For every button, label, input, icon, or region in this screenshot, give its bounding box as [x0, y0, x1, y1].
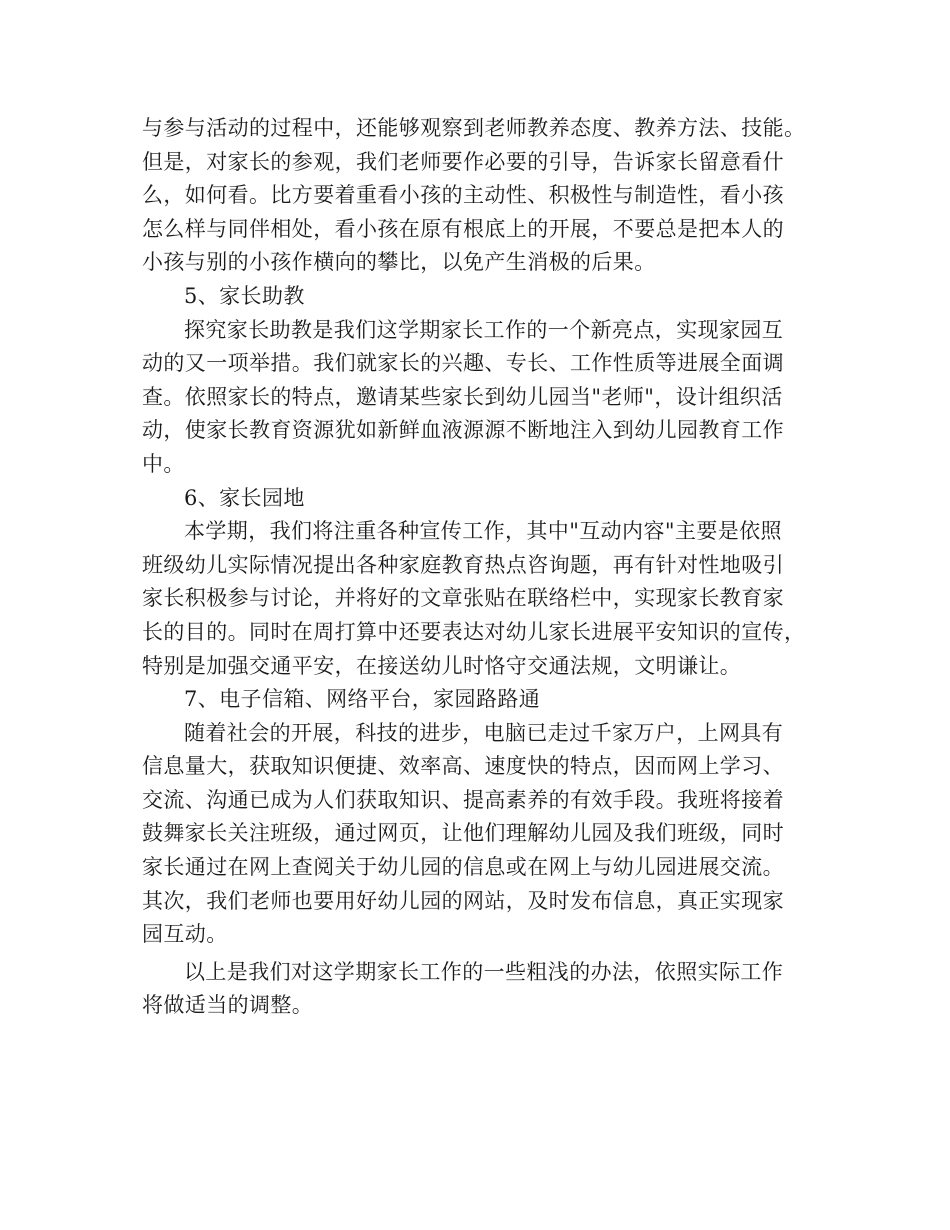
text-line: 特别是加强交通平安，在接送幼儿时恪守交通法规，文明谦让。	[142, 653, 742, 678]
text-line: 动的又一项举措。我们就家长的兴趣、专长、工作性质等进展全面调	[142, 351, 784, 376]
text-line: 中。	[142, 451, 185, 476]
text-line: 小孩与别的小孩作横向的攀比，以免产生消极的后果。	[142, 250, 656, 275]
text-line: 与参与活动的过程中，还能够观察到老师教养态度、教养方法、技能。	[142, 116, 806, 140]
paragraph-first-line: 随着社会的开展，科技的进步，电脑已走过千家万户，上网具有	[184, 720, 784, 745]
text-line: 园互动。	[142, 922, 228, 947]
closing-paragraph-first-line: 以上是我们对这学期家长工作的一些粗浅的办法，依照实际工作	[184, 959, 784, 984]
text-line: 长的目的。同时在周打算中还要表达对幼儿家长进展平安知识的宣传，	[142, 619, 806, 644]
text-line: 但是，对家长的参观，我们老师要作必要的引导，告诉家长留意看什	[142, 149, 784, 174]
text-line: 班级幼儿实际情况提出各种家庭教育热点咨询题，再有针对性地吸引	[142, 552, 784, 577]
text-line: 动，使家长教育资源犹如新鲜血液源源不断地注入到幼儿园教育工作	[142, 418, 784, 443]
paragraph-first-line: 探究家长助教是我们这学期家长工作的一个新亮点，实现家园互	[184, 317, 784, 342]
text-line: 鼓舞家长关注班级，通过网页，让他们理解幼儿园及我们班级，同时	[142, 821, 784, 846]
text-line: 将做适当的调整。	[142, 993, 314, 1018]
section-heading-5: 5、家长助教	[184, 283, 305, 308]
document-body	[142, 112, 822, 1023]
text-line: 家长通过在网上查阅关于幼儿园的信息或在网上与幼儿园进展交流。	[142, 855, 784, 880]
section-heading-6: 6、家长园地	[184, 485, 305, 510]
text-line: 其次，我们老师也要用好幼儿园的网站，及时发布信息，真正实现家	[142, 888, 784, 913]
text-line: 信息量大，获取知识便捷、效率高、速度快的特点，因而网上学习、	[142, 754, 784, 779]
section-heading-7: 7、电子信箱、网络平台，家园路路通	[184, 687, 541, 712]
text-line: 家长积极参与讨论，并将好的文章张贴在联络栏中，实现家长教育家	[142, 586, 784, 611]
text-line: 交流、沟通已成为人们获取知识、提高素养的有效手段。我班将接着	[142, 787, 784, 812]
text-line: 么，如何看。比方要着重看小孩的主动性、积极性与制造性，看小孩	[142, 183, 784, 208]
text-line: 怎么样与同伴相处，看小孩在原有根底上的开展，不要总是把本人的	[142, 216, 784, 241]
paragraph-first-line: 本学期，我们将注重各种宣传工作，其中"互动内容"主要是依照	[184, 519, 782, 544]
text-line: 查。依照家长的特点，邀请某些家长到幼儿园当"老师"，设计组织活	[142, 384, 783, 409]
